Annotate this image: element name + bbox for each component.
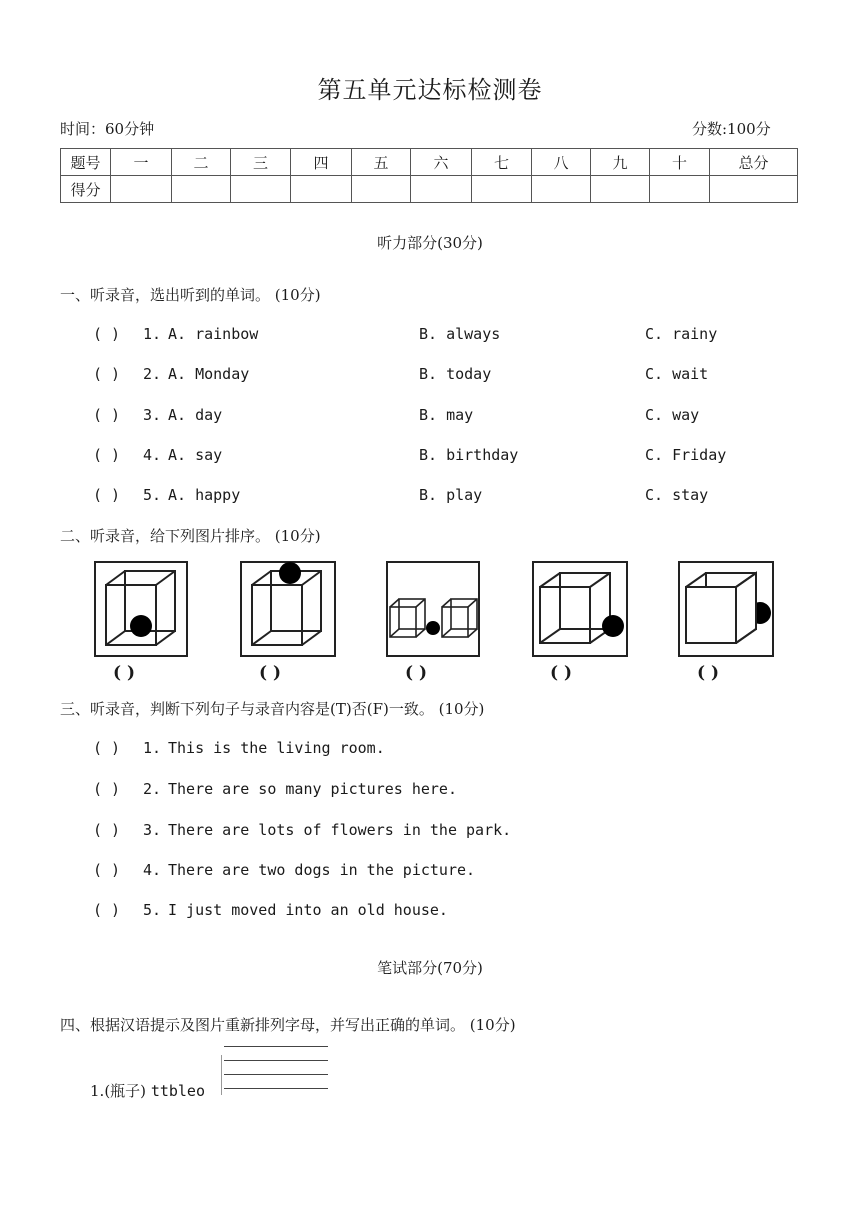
item-number: 4.	[143, 446, 162, 464]
picture-ball-on-box	[240, 561, 336, 657]
score-cell: 五	[352, 149, 411, 176]
option-a: A. rainbow	[168, 325, 259, 343]
time-limit: 时间：60分钟	[60, 120, 155, 138]
q1-item	[0, 325, 860, 345]
item-number: 1.	[143, 739, 162, 757]
q3-item	[0, 901, 860, 921]
picture-ball-in-front-of-box	[532, 561, 628, 657]
chinese-hint: (瓶子)	[104, 1082, 147, 1100]
score-blank[interactable]	[411, 176, 472, 203]
option-a: A. happy	[168, 486, 241, 504]
option-a: A. Monday	[168, 365, 250, 383]
guide-line	[224, 1088, 328, 1089]
picture-answer-blank[interactable]: ( )	[697, 663, 720, 683]
score-row-label: 得分	[61, 176, 111, 203]
guide-line	[224, 1074, 328, 1075]
answer-blank[interactable]: ( )	[93, 780, 121, 798]
option-c: C. stay	[645, 486, 709, 504]
guide-line	[224, 1046, 328, 1047]
item-number: 2.	[143, 780, 162, 798]
score-cell: 总分	[710, 149, 798, 176]
score-blank[interactable]	[352, 176, 411, 203]
answer-blank[interactable]: ( )	[93, 325, 121, 343]
score-blank[interactable]	[231, 176, 291, 203]
picture-answer-blank[interactable]: ( )	[550, 663, 573, 683]
option-b: B. always	[419, 325, 501, 343]
statement-text: There are lots of flowers in the park.	[168, 821, 512, 839]
answer-blank[interactable]: ( )	[93, 739, 121, 757]
score-cell: 三	[231, 149, 291, 176]
q3-item	[0, 861, 860, 881]
guide-line	[224, 1060, 328, 1061]
picture-ball-between-boxes	[386, 561, 480, 657]
scrambled-letters: ttbleo	[150, 1082, 205, 1100]
answer-blank[interactable]: ( )	[93, 446, 121, 464]
option-c: C. Friday	[645, 446, 727, 464]
q3-item	[0, 821, 860, 841]
score-cell: 题号	[61, 149, 111, 176]
item-number: 1.	[90, 1082, 105, 1100]
score-blank[interactable]	[291, 176, 352, 203]
total-score: 分数:100分	[692, 120, 771, 138]
item-number: 5.	[143, 486, 162, 504]
page-title: 第五单元达标检测卷	[317, 76, 543, 104]
option-b: B. play	[419, 486, 483, 504]
q4-item	[90, 1080, 205, 1101]
score-cell: 四	[291, 149, 352, 176]
q1-heading: 一、听录音，选出听到的单词。 (10分)	[60, 286, 321, 304]
option-b: B. may	[419, 406, 474, 424]
q3-item	[0, 739, 860, 759]
picture-answer-blank[interactable]: ( )	[259, 663, 282, 683]
score-cell: 一	[111, 149, 172, 176]
answer-blank[interactable]: ( )	[93, 486, 121, 504]
q4-heading: 四、根据汉语提示及图片重新排列字母，并写出正确的单词。 (10分)	[60, 1016, 516, 1034]
score-table-header-row	[61, 149, 798, 176]
picture-answer-blank[interactable]: ( )	[113, 663, 136, 683]
q1-item	[0, 365, 860, 385]
option-b: B. birthday	[419, 446, 519, 464]
writing-section-title: 笔试部分(70分)	[377, 959, 483, 977]
answer-blank[interactable]: ( )	[93, 406, 121, 424]
statement-text: There are two dogs in the picture.	[168, 861, 476, 879]
option-c: C. wait	[645, 365, 709, 383]
statement-text: This is the living room.	[168, 739, 385, 757]
score-blank[interactable]	[650, 176, 710, 203]
item-number: 1.	[143, 325, 162, 343]
picture-answer-blank[interactable]: ( )	[405, 663, 428, 683]
score-table-score-row	[61, 176, 798, 203]
answer-blank[interactable]: ( )	[93, 365, 121, 383]
statement-text: There are so many pictures here.	[168, 780, 457, 798]
picture-ball-behind-box	[678, 561, 774, 657]
score-cell: 十	[650, 149, 710, 176]
answer-blank[interactable]: ( )	[93, 861, 121, 879]
score-blank[interactable]	[591, 176, 650, 203]
score-cell: 七	[472, 149, 532, 176]
score-blank[interactable]	[472, 176, 532, 203]
statement-text: I just moved into an old house.	[168, 901, 448, 919]
q3-item	[0, 780, 860, 800]
item-number: 5.	[143, 901, 162, 919]
answer-blank[interactable]: ( )	[93, 821, 121, 839]
score-cell: 六	[411, 149, 472, 176]
answer-blank[interactable]: ( )	[93, 901, 121, 919]
score-table	[60, 148, 798, 203]
option-b: B. today	[419, 365, 492, 383]
score-cell: 九	[591, 149, 650, 176]
picture-ball-in-box	[94, 561, 188, 657]
q1-item	[0, 406, 860, 426]
score-cell: 二	[172, 149, 231, 176]
item-number: 3.	[143, 821, 162, 839]
listening-section-title: 听力部分(30分)	[377, 234, 483, 252]
item-number: 3.	[143, 406, 162, 424]
item-number: 4.	[143, 861, 162, 879]
score-blank[interactable]	[532, 176, 591, 203]
q1-item	[0, 446, 860, 466]
q3-heading: 三、听录音，判断下列句子与录音内容是(T)否(F)一致。 (10分)	[60, 700, 485, 718]
option-c: C. way	[645, 406, 700, 424]
score-cell: 八	[532, 149, 591, 176]
score-blank[interactable]	[710, 176, 798, 203]
item-number: 2.	[143, 365, 162, 383]
q1-item	[0, 486, 860, 506]
guide-divider	[221, 1055, 222, 1095]
score-blank[interactable]	[172, 176, 231, 203]
q2-heading: 二、听录音，给下列图片排序。 (10分)	[60, 527, 321, 545]
option-c: C. rainy	[645, 325, 718, 343]
option-a: A. day	[168, 406, 223, 424]
score-blank[interactable]	[111, 176, 172, 203]
option-a: A. say	[168, 446, 223, 464]
